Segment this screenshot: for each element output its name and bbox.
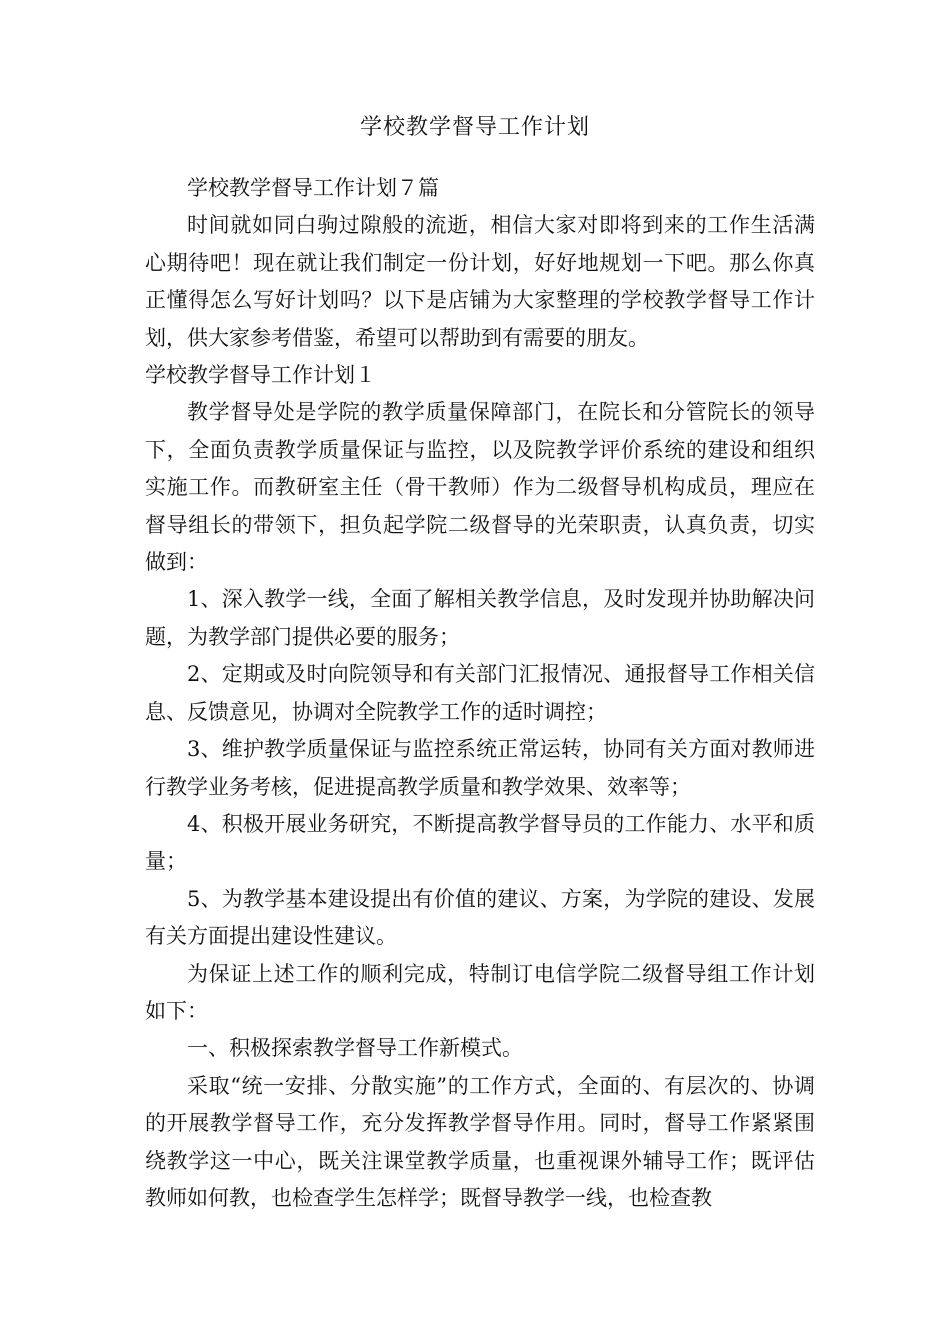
intro-paragraph: 时间就如同白驹过隙般的流逝，相信大家对即将到来的工作生活满心期待吧！现在就让我们制定一份计划，好好地规划一下吧。那么你真正懂得怎么写好计划吗？以下是店铺为大家整理的学校教学督导工作计划，供大家参考借鉴，希望可以帮助到有需要的朋友。 — [145, 213, 815, 350]
list-item-4: 4、积极开展业务研究，不断提高教学督导员的工作能力、水平和质量； — [145, 811, 815, 874]
body-paragraph: 教学督导处是学院的教学质量保障部门，在院长和分管院长的领导下，全面负责教学质量保证与监控，以及院教学评价系统的建设和组织实施工作。而教研室主任（骨干教师）作为二级督导机构成员，理应在督导组长的带领下，担负起学院二级督导的光荣职责，认真负责，切实做到： — [145, 400, 815, 575]
body-paragraph: 采取“统一安排、分散实施”的工作方式，全面的、有层次的、协调的开展教学督导工作，充分发挥教学督导作用。同时，督导工作紧紧围绕教学这一中心，既关注课堂教学质量，也重视课外辅导工作；既评估教师如何教，也检查学生怎样学；既督导教学一线，也检查教 — [145, 1073, 815, 1210]
list-item-5: 5、为教学基本建设提出有价值的建议、方案，为学院的建设、发展有关方面提出建设性建议。 — [145, 886, 815, 949]
list-item-1: 1、深入教学一线，全面了解相关教学信息，及时发现并协助解决问题，为教学部门提供必要的服务； — [145, 587, 815, 649]
body-paragraph: 为保证上述工作的顺利完成，特制订电信学院二级督导组工作计划如下： — [145, 961, 815, 1023]
numbered-heading: 一、积极探索教学督导工作新模式。 — [187, 1036, 523, 1061]
list-item-3: 3、维护教学质量保证与监控系统正常运转，协同有关方面对教师进行教学业务考核，促进提高教学质量和教学效果、效率等； — [145, 737, 815, 799]
document-body — [145, 170, 815, 1217]
document-title: 学校教学督导工作计划 — [359, 115, 590, 140]
list-item-2: 2、定期或及时向院领导和有关部门汇报情况、通报督导工作相关信息、反馈意见，协调对全院教学工作的适时调控； — [145, 662, 815, 724]
section-heading: 学校教学督导工作计划１ — [145, 363, 376, 388]
subtitle-paragraph: 学校教学督导工作计划７篇 — [187, 176, 439, 200]
